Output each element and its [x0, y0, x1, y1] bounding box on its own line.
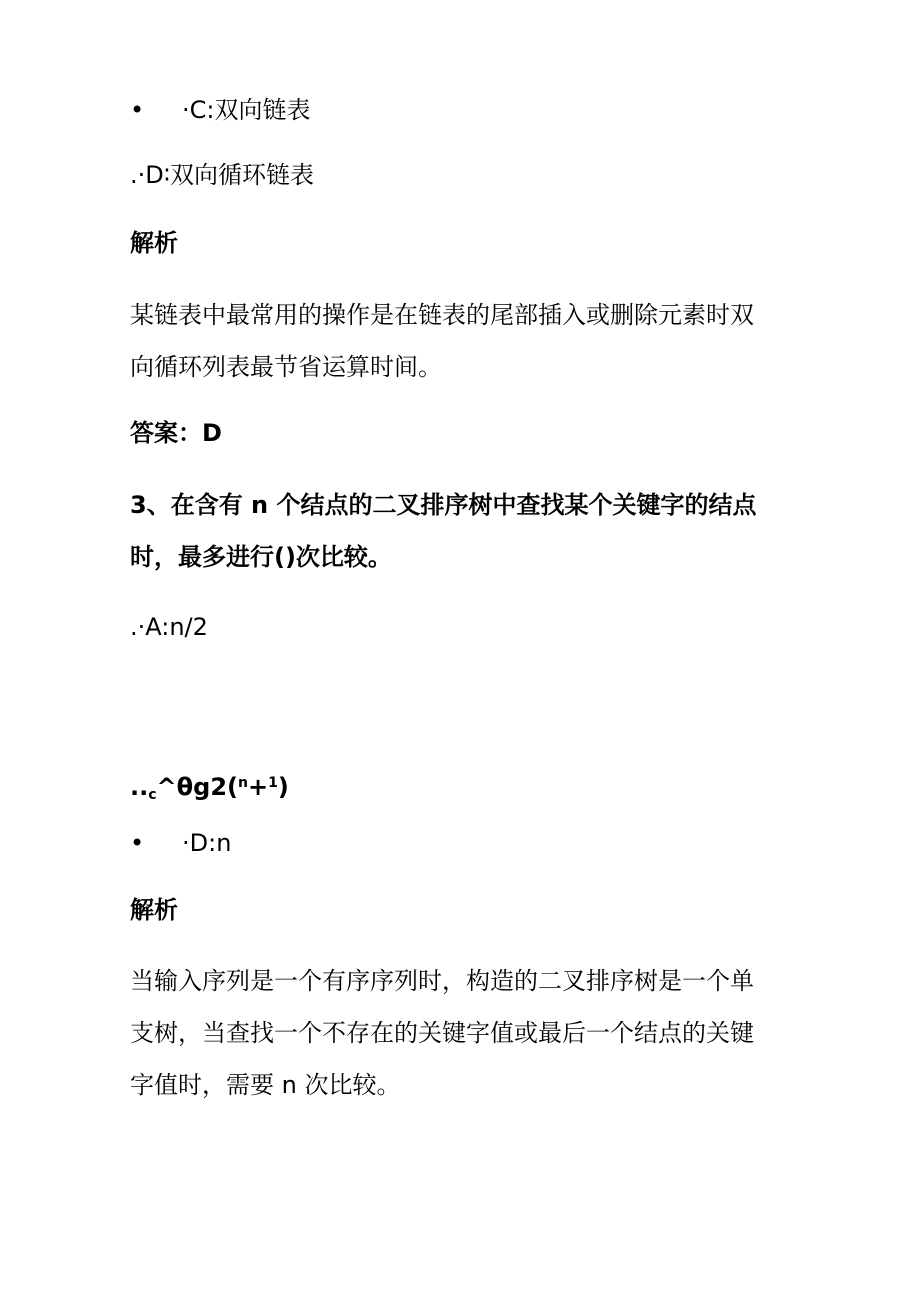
- q3-option-d-text: ·D:n: [182, 829, 232, 857]
- q3-analysis-heading: 解析: [130, 896, 178, 924]
- q2-option-d: .·D∶双向循环链表: [130, 161, 314, 189]
- q2-analysis-line-2: 向循环列表最节省运算时间。: [130, 353, 442, 381]
- q2-analysis-heading: 解析: [130, 229, 178, 257]
- q3-option-c-sub: c: [148, 787, 157, 803]
- q2-analysis-text: [130, 289, 790, 393]
- q3-option-c-suffix: ): [277, 773, 289, 801]
- q3-option-c-sup1: n: [238, 775, 248, 791]
- q3-analysis-line-2: 支树，当查找一个不存在的关键字值或最后一个结点的关键: [130, 1019, 754, 1047]
- q3-option-d: [130, 828, 231, 858]
- q3-option-c: [130, 768, 289, 810]
- q2-answer: 答案：D: [130, 419, 222, 447]
- q3-question-line-1: 3、在含有 n 个结点的二叉排序树中查找某个关键字的结点: [130, 491, 757, 519]
- q3-analysis-line-1: 当输入序列是一个有序序列时，构造的二叉排序树是一个单: [130, 967, 754, 995]
- q3-question: [130, 479, 790, 583]
- q3-option-c-plus: +: [247, 773, 269, 801]
- q3-analysis-line-3: 字值时，需要 n 次比较。: [130, 1071, 401, 1099]
- q2-option-c: [130, 95, 310, 125]
- q3-analysis-text: [130, 955, 790, 1111]
- bullet-icon: •: [130, 96, 145, 124]
- q3-option-c-prefix: ..: [130, 773, 149, 801]
- q3-option-c-sup2: 1: [268, 775, 278, 791]
- bullet-icon: •: [130, 829, 145, 857]
- q3-option-a: .·A:n/2: [130, 613, 208, 641]
- q2-analysis-line-1: 某链表中最常用的操作是在链表的尾部插入或删除元素时双: [130, 301, 754, 329]
- q3-option-c-main: ^θg2(: [156, 773, 238, 801]
- q2-option-c-text: ·C:双向链表: [182, 96, 311, 124]
- q3-question-line-2: 时，最多进行()次比较。: [130, 543, 392, 571]
